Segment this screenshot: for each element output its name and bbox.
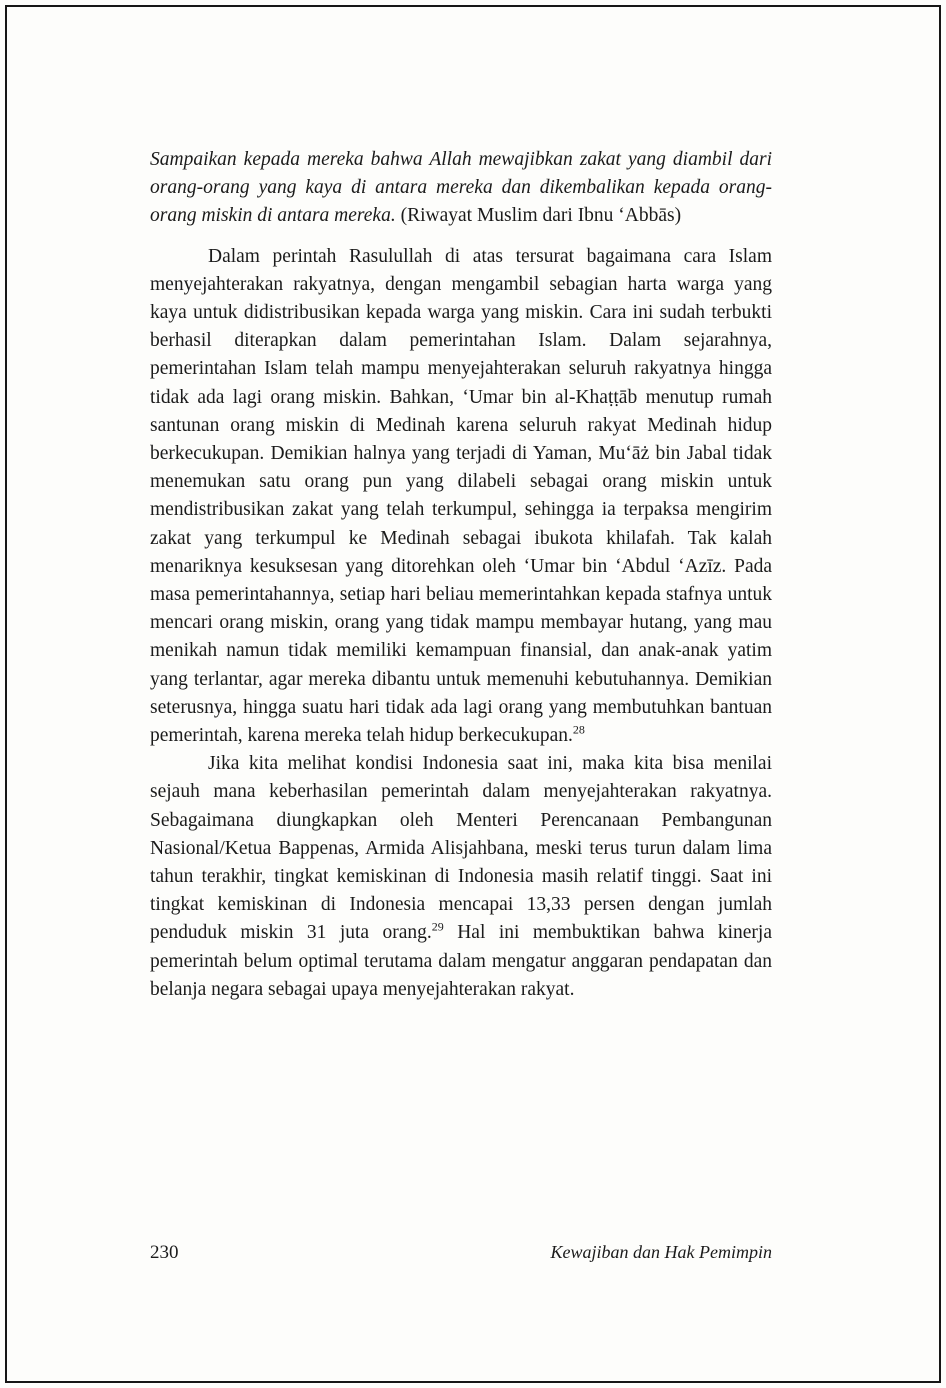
body-paragraph-1 (150, 243, 772, 751)
page-number: 230 (150, 1242, 179, 1263)
quote-text: Sampaikan kepada mereka bahwa Allah mewajibkan zakat yang diambil dari orang-orang yang kaya di antara mereka dan dikembalikan kepada orang-orang miskin di antara mereka. (150, 149, 772, 227)
page-body (150, 146, 772, 1004)
hadith-quote (150, 146, 772, 231)
paragraph-2-text-before: Jika kita melihat kondisi Indonesia saat ini, maka kita bisa menilai sejauh mana keberhasilan pemerintah dalam menyejahterakan rakyatnya. Sebagaimana diungkapkan oleh Menteri Perencanaan Pembangunan Nasional/Ketua Bappenas, Armida Alisjahbana, meski terus turun dalam lima tahun terakhir, tingkat kemiskinan di Indonesia masih relatif tinggi. Saat ini tingkat kemiskinan di Indonesia mencapai 13,33 persen dengan jumlah penduduk miskin 31 juta orang. (150, 753, 772, 944)
paragraph-1-text: Dalam perintah Rasulullah di atas tersurat bagaimana cara Islam menyejahterakan rakyatnya, dengan mengambil sebagian harta warga yang kaya untuk didistribusikan kepada warga yang miskin. Cara ini sudah terbukti berhasil diterapkan dalam pemerintahan Islam. Dalam sejarahnya, pemerintahan Islam telah mampu menyejahterakan seluruh rakyatnya hingga tidak ada lagi orang miskin. Bahkan, ‘Umar bin al-Khaṭṭāb menutup rumah santunan orang miskin di Medinah karena seluruh rakyat Medinah hidup berkecukupan. Demikian halnya yang terjadi di Yaman, Mu‘āż bin Jabal tidak menemukan satu orang pun yang dilabeli sebagai orang miskin untuk mendistribusikan zakat yang telah terkumpul, sehingga ia terpaksa mengirim zakat yang terkumpul ke Medinah sebagai ibukota khilafah. Tak kalah menariknya kesuksesan yang ditorehkan oleh ‘Umar bin ‘Abdul ‘Azīz. Pada masa pemerintahannya, setiap hari beliau memerintahkan kepada stafnya untuk mencari orang miskin, orang yang tidak mampu membayar hutang, yang mau menikah namun tidak memiliki kemampuan finansial, dan anak-anak yatim yang terlantar, agar mereka dibantu untuk memenuhi kebutuhannya. Demikian seterusnya, hingga suatu hari tidak ada lagi orang yang membutuhkan bantuan pemerintah, karena mereka telah hidup berkecukupan. (150, 245, 772, 747)
running-title: Kewajiban dan Hak Pemimpin (550, 1242, 772, 1262)
paragraph-2-text-after: Hal ini membuktikan bahwa kinerja pemerintah belum optimal terutama dalam mengatur anggaran pendapatan dan belanja negara sebagai upaya menyejahterakan rakyat. (150, 922, 772, 1000)
quote-attribution: (Riwayat Muslim dari Ibnu ‘Abbās) (395, 205, 682, 227)
footnote-ref-28: 28 (572, 722, 585, 737)
footnote-ref-29: 29 (431, 919, 444, 934)
body-paragraph-2 (150, 750, 772, 1004)
page-footer (150, 1242, 772, 1264)
